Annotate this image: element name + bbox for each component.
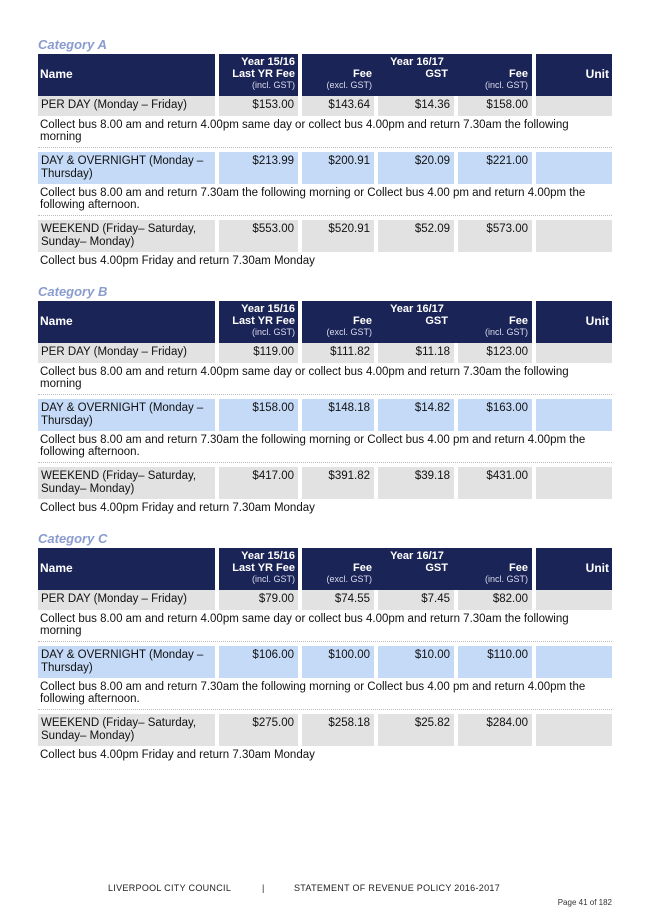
- row-note: Collect bus 8.00 am and return 4.00pm same day or collect bus 4.00pm and return 7.30am the following morning: [38, 610, 612, 642]
- table-row: [38, 152, 612, 184]
- row-last-year-fee: $106.00: [219, 646, 298, 678]
- header-last-yr-fee: Last YR Fee: [232, 315, 295, 327]
- header-excl-gst: (excl. GST): [326, 80, 372, 90]
- header-year-prev: Year 15/16: [241, 550, 295, 562]
- row-fee-excl-gst: $200.91: [302, 152, 374, 184]
- header-last-year: [219, 54, 298, 96]
- row-name: WEEKEND (Friday– Saturday, Sunday– Monday): [38, 714, 215, 746]
- header-incl-gst: (incl. GST): [251, 574, 295, 584]
- row-unit: [536, 220, 612, 252]
- row-last-year-fee: $213.99: [219, 152, 298, 184]
- header-last-yr-fee: Last YR Fee: [232, 562, 295, 574]
- row-name: DAY & OVERNIGHT (Monday – Thursday): [38, 152, 215, 184]
- row-last-year-fee: $158.00: [219, 399, 298, 431]
- header-current-year: [302, 548, 532, 590]
- row-gst: $25.82: [378, 714, 454, 746]
- category-title: Category C: [38, 531, 108, 546]
- header-year-curr: Year 16/17: [390, 550, 444, 562]
- row-note: Collect bus 8.00 am and return 4.00pm same day or collect bus 4.00pm and return 7.30am the following morning: [38, 363, 612, 395]
- row-note: Collect bus 4.00pm Friday and return 7.30am Monday: [40, 749, 315, 761]
- row-name: DAY & OVERNIGHT (Monday – Thursday): [38, 399, 215, 431]
- row-unit: [536, 714, 612, 746]
- header-name: Name: [38, 548, 215, 590]
- header-incl-gst: (incl. GST): [484, 574, 528, 584]
- row-last-year-fee: $119.00: [219, 343, 298, 363]
- header-fee-excl: [302, 562, 372, 585]
- header-fee-incl: [458, 562, 528, 585]
- header-incl-gst: (incl. GST): [484, 80, 528, 90]
- header-fee: Fee: [353, 562, 372, 574]
- row-name: PER DAY (Monday – Friday): [38, 96, 215, 116]
- row-last-year-fee: $275.00: [219, 714, 298, 746]
- table-header: [38, 301, 612, 343]
- header-year-curr: Year 16/17: [390, 56, 444, 68]
- row-note: Collect bus 8.00 am and return 7.30am the following morning or Collect bus 4.00 pm and return 4.00pm the following afternoon.: [38, 431, 612, 463]
- header-last-year: [219, 548, 298, 590]
- header-excl-gst: (excl. GST): [326, 327, 372, 337]
- row-name: DAY & OVERNIGHT (Monday – Thursday): [38, 646, 215, 678]
- header-year-curr: Year 16/17: [390, 303, 444, 315]
- row-last-year-fee: $417.00: [219, 467, 298, 499]
- category-title: Category B: [38, 284, 108, 299]
- header-gst: [378, 68, 448, 80]
- row-unit: [536, 646, 612, 678]
- footer-doc-title: STATEMENT OF REVENUE POLICY 2016-2017: [294, 883, 501, 893]
- category-section: [38, 36, 612, 271]
- header-current-year: [302, 301, 532, 343]
- row-fee-incl-gst: $163.00: [458, 399, 532, 431]
- header-last-year: [219, 301, 298, 343]
- header-fee: Fee: [509, 68, 528, 80]
- row-fee-excl-gst: $143.64: [302, 96, 374, 116]
- header-gst-label: GST: [425, 315, 448, 327]
- row-fee-incl-gst: $573.00: [458, 220, 532, 252]
- row-unit: [536, 343, 612, 363]
- footer-page-number: Page 41 of 182: [557, 898, 612, 907]
- row-gst: $52.09: [378, 220, 454, 252]
- row-fee-excl-gst: $111.82: [302, 343, 374, 363]
- table-row: [38, 343, 612, 363]
- row-last-year-fee: $553.00: [219, 220, 298, 252]
- row-gst: $11.18: [378, 343, 454, 363]
- row-fee-incl-gst: $431.00: [458, 467, 532, 499]
- header-incl-gst: (incl. GST): [484, 327, 528, 337]
- header-year-prev: Year 15/16: [241, 303, 295, 315]
- row-fee-excl-gst: $74.55: [302, 590, 374, 610]
- row-fee-incl-gst: $110.00: [458, 646, 532, 678]
- footer-separator: |: [262, 883, 265, 893]
- header-fee-excl: [302, 68, 372, 91]
- row-note: Collect bus 4.00pm Friday and return 7.30am Monday: [40, 502, 315, 514]
- row-fee-excl-gst: $148.18: [302, 399, 374, 431]
- row-gst: $14.36: [378, 96, 454, 116]
- row-note: Collect bus 8.00 am and return 7.30am the following morning or Collect bus 4.00 pm and return 4.00pm the following afternoon.: [38, 184, 612, 216]
- row-fee-excl-gst: $520.91: [302, 220, 374, 252]
- header-fee: Fee: [509, 562, 528, 574]
- table-row: [38, 590, 612, 610]
- row-gst: $7.45: [378, 590, 454, 610]
- row-fee-incl-gst: $158.00: [458, 96, 532, 116]
- row-name: PER DAY (Monday – Friday): [38, 590, 215, 610]
- row-unit: [536, 590, 612, 610]
- row-name: WEEKEND (Friday– Saturday, Sunday– Monday): [38, 220, 215, 252]
- row-fee-incl-gst: $221.00: [458, 152, 532, 184]
- header-name: Name: [38, 301, 215, 343]
- row-fee-excl-gst: $100.00: [302, 646, 374, 678]
- table-row: [38, 646, 612, 678]
- row-fee-incl-gst: $123.00: [458, 343, 532, 363]
- row-unit: [536, 467, 612, 499]
- header-unit: Unit: [536, 54, 612, 96]
- table-row: [38, 220, 612, 252]
- row-gst: $20.09: [378, 152, 454, 184]
- category-title: Category A: [38, 37, 107, 52]
- table-header: [38, 54, 612, 96]
- table-row: [38, 714, 612, 746]
- header-fee: Fee: [353, 315, 372, 327]
- header-excl-gst: (excl. GST): [326, 574, 372, 584]
- header-name: Name: [38, 54, 215, 96]
- header-last-yr-fee: Last YR Fee: [232, 68, 295, 80]
- header-fee: Fee: [509, 315, 528, 327]
- header-fee-excl: [302, 315, 372, 338]
- row-unit: [536, 152, 612, 184]
- row-gst: $39.18: [378, 467, 454, 499]
- header-gst-label: GST: [425, 562, 448, 574]
- row-fee-incl-gst: $82.00: [458, 590, 532, 610]
- header-gst-label: GST: [425, 68, 448, 80]
- table-row: [38, 467, 612, 499]
- row-note: Collect bus 4.00pm Friday and return 7.30am Monday: [40, 255, 315, 267]
- row-last-year-fee: $79.00: [219, 590, 298, 610]
- row-unit: [536, 399, 612, 431]
- header-incl-gst: (incl. GST): [251, 80, 295, 90]
- row-unit: [536, 96, 612, 116]
- row-gst: $10.00: [378, 646, 454, 678]
- table-row: [38, 399, 612, 431]
- row-name: PER DAY (Monday – Friday): [38, 343, 215, 363]
- header-fee: Fee: [353, 68, 372, 80]
- header-fee-incl: [458, 68, 528, 91]
- header-unit: Unit: [536, 548, 612, 590]
- row-note: Collect bus 8.00 am and return 4.00pm same day or collect bus 4.00pm and return 7.30am the following morning: [38, 116, 612, 148]
- header-fee-incl: [458, 315, 528, 338]
- category-section: [38, 283, 612, 518]
- category-section: [38, 530, 612, 765]
- row-fee-excl-gst: $391.82: [302, 467, 374, 499]
- row-name: WEEKEND (Friday– Saturday, Sunday– Monday): [38, 467, 215, 499]
- row-fee-incl-gst: $284.00: [458, 714, 532, 746]
- header-unit: Unit: [536, 301, 612, 343]
- header-incl-gst: (incl. GST): [251, 327, 295, 337]
- table-row: [38, 96, 612, 116]
- row-fee-excl-gst: $258.18: [302, 714, 374, 746]
- header-year-prev: Year 15/16: [241, 56, 295, 68]
- footer-org: LIVERPOOL CITY COUNCIL: [108, 883, 232, 893]
- row-note: Collect bus 8.00 am and return 7.30am the following morning or Collect bus 4.00 pm and return 4.00pm the following afternoon.: [38, 678, 612, 710]
- header-gst: [378, 315, 448, 327]
- table-header: [38, 548, 612, 590]
- row-last-year-fee: $153.00: [219, 96, 298, 116]
- row-gst: $14.82: [378, 399, 454, 431]
- header-current-year: [302, 54, 532, 96]
- header-gst: [378, 562, 448, 574]
